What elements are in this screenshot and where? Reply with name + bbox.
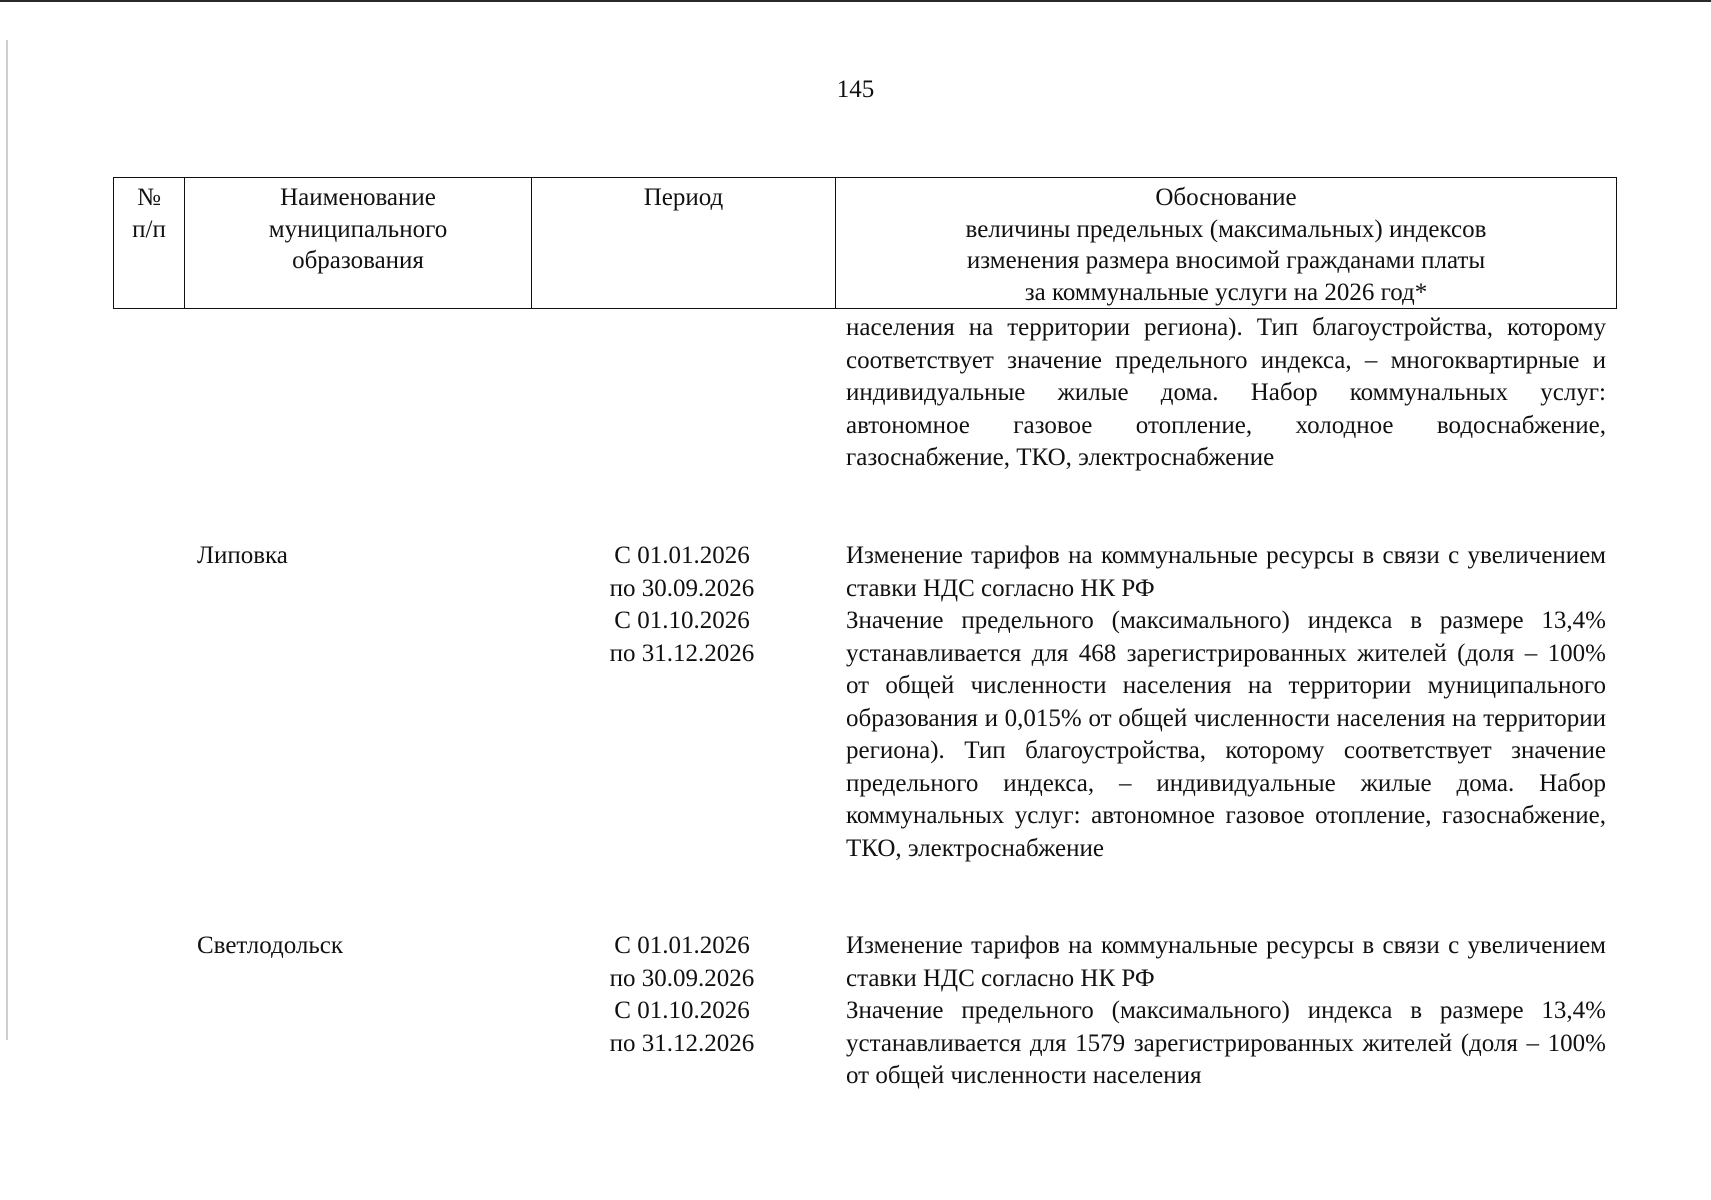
period-line: по 30.09.2026 <box>609 964 755 992</box>
municipality-name: Светлодольск <box>197 932 343 959</box>
basis-cell <box>846 930 1606 1093</box>
basis-cell <box>846 540 1606 865</box>
basis-paragraph: населения на территории региона). Тип благоустройства, которому соответствует значение предельного индекса, – многоквартирные и индивидуальные жилые дома. Набор коммунальных услуг: автономное газовое отопление, холодное водоснабжение, газоснабжение, ТКО, электроснабжение <box>846 314 1606 471</box>
period-line: по 30.09.2026 <box>609 574 755 602</box>
period-line: С 01.10.2026 <box>614 607 750 634</box>
basis-continuation-text <box>846 312 1606 475</box>
left-scan-edge <box>6 40 8 1040</box>
period-cell <box>532 540 832 670</box>
basis-paragraph: Значение предельного (максимального) индекса в размере 13,4% устанавливается для 1579 зарегистрированных жителей (доля – 100% от общей численности населения <box>846 997 1606 1089</box>
municipality-name: Липовка <box>197 542 288 569</box>
period-cell <box>532 930 832 1060</box>
basis-paragraph: Изменение тарифов на коммунальные ресурсы в связи с увеличением ставки НДС согласно НК РФ <box>846 932 1606 992</box>
period-line: С 01.10.2026 <box>614 997 750 1024</box>
page-number: 145 <box>836 76 875 103</box>
period-line: по 31.12.2026 <box>609 639 755 667</box>
table-header <box>113 177 1617 309</box>
header-name-column: Наименование муниципального образования <box>185 178 532 309</box>
period-line: С 01.01.2026 <box>614 542 750 569</box>
basis-paragraph: Изменение тарифов на коммунальные ресурсы в связи с увеличением ставки НДС согласно НК РФ <box>846 542 1606 602</box>
period-line: С 01.01.2026 <box>614 932 750 959</box>
top-border-line <box>0 0 1711 2</box>
period-line: по 31.12.2026 <box>609 1029 755 1057</box>
basis-paragraph: Значение предельного (максимального) индекса в размере 13,4% устанавливается для 468 зарегистрированных жителей (доля – 100% от общей численности населения на территории муниципального образования и 0,015% от общей численности населения на территории региона). Тип благоустройства, которому соответствует значение предельного индекса, – индивидуальные жилые дома. Набор коммунальных услуг: автономное газовое отопление, газоснабжение, ТКО, электроснабжение <box>846 607 1606 862</box>
header-number-column: № п/п <box>114 178 185 309</box>
header-basis-column: Обоснование величины предельных (максимальных) индексов изменения размера вносимой гражданами платы за коммунальные услуги на 2026 год* <box>836 178 1617 309</box>
header-period-column: Период <box>532 178 836 309</box>
